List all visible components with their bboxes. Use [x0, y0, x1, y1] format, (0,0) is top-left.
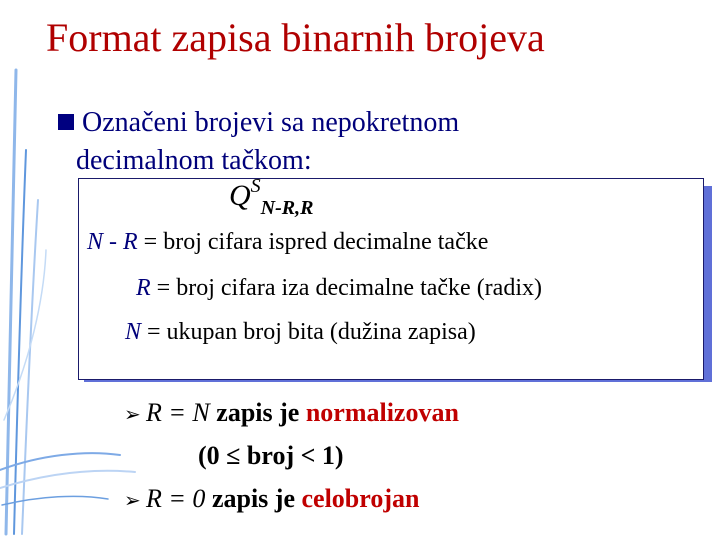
range-note: (0 ≤ broj < 1) — [198, 441, 344, 470]
formula-superscript: S — [250, 175, 261, 197]
highlight-term: celobrojan — [301, 484, 420, 513]
definition-variable: N — [125, 319, 142, 345]
main-bullet — [58, 104, 459, 180]
condition: R = N — [146, 398, 210, 427]
definition-text: = broj cifara iza decimalne tačke (radix) — [150, 275, 542, 301]
definition-row — [136, 275, 542, 302]
page-title: Format zapisa binarnih brojeva — [46, 15, 545, 60]
bullet-line1-a: Označeni — [82, 107, 188, 138]
definition-variable: R — [136, 275, 151, 301]
formula-base: Q — [229, 179, 251, 212]
bullet-line2: decimalnom tačkom: — [76, 145, 312, 176]
condition: R = 0 — [146, 484, 206, 513]
definition-row — [87, 229, 488, 256]
formula-subscript: N-R,R — [260, 197, 314, 219]
formula — [229, 177, 313, 218]
arrow-right-icon: ➢ — [124, 490, 141, 512]
highlight-term: normalizovan — [305, 398, 459, 427]
sub-bullet-normalized — [124, 398, 459, 428]
definition-variable: N - R — [87, 229, 138, 255]
definition-panel — [78, 175, 704, 380]
definition-row — [125, 319, 476, 346]
arrow-right-icon: ➢ — [124, 404, 141, 426]
sub-bullet-text: zapis je — [205, 484, 302, 513]
sub-bullet-text: zapis je — [209, 398, 306, 427]
bullet-line1-b: brojevi sa nepokretnom — [194, 107, 460, 138]
definition-text: = broj cifara ispred decimalne tačke — [137, 229, 489, 255]
sub-bullet-integer — [124, 484, 419, 514]
square-bullet-icon — [58, 114, 74, 130]
definition-text: = ukupan broj bita (dužina zapisa) — [141, 319, 476, 345]
